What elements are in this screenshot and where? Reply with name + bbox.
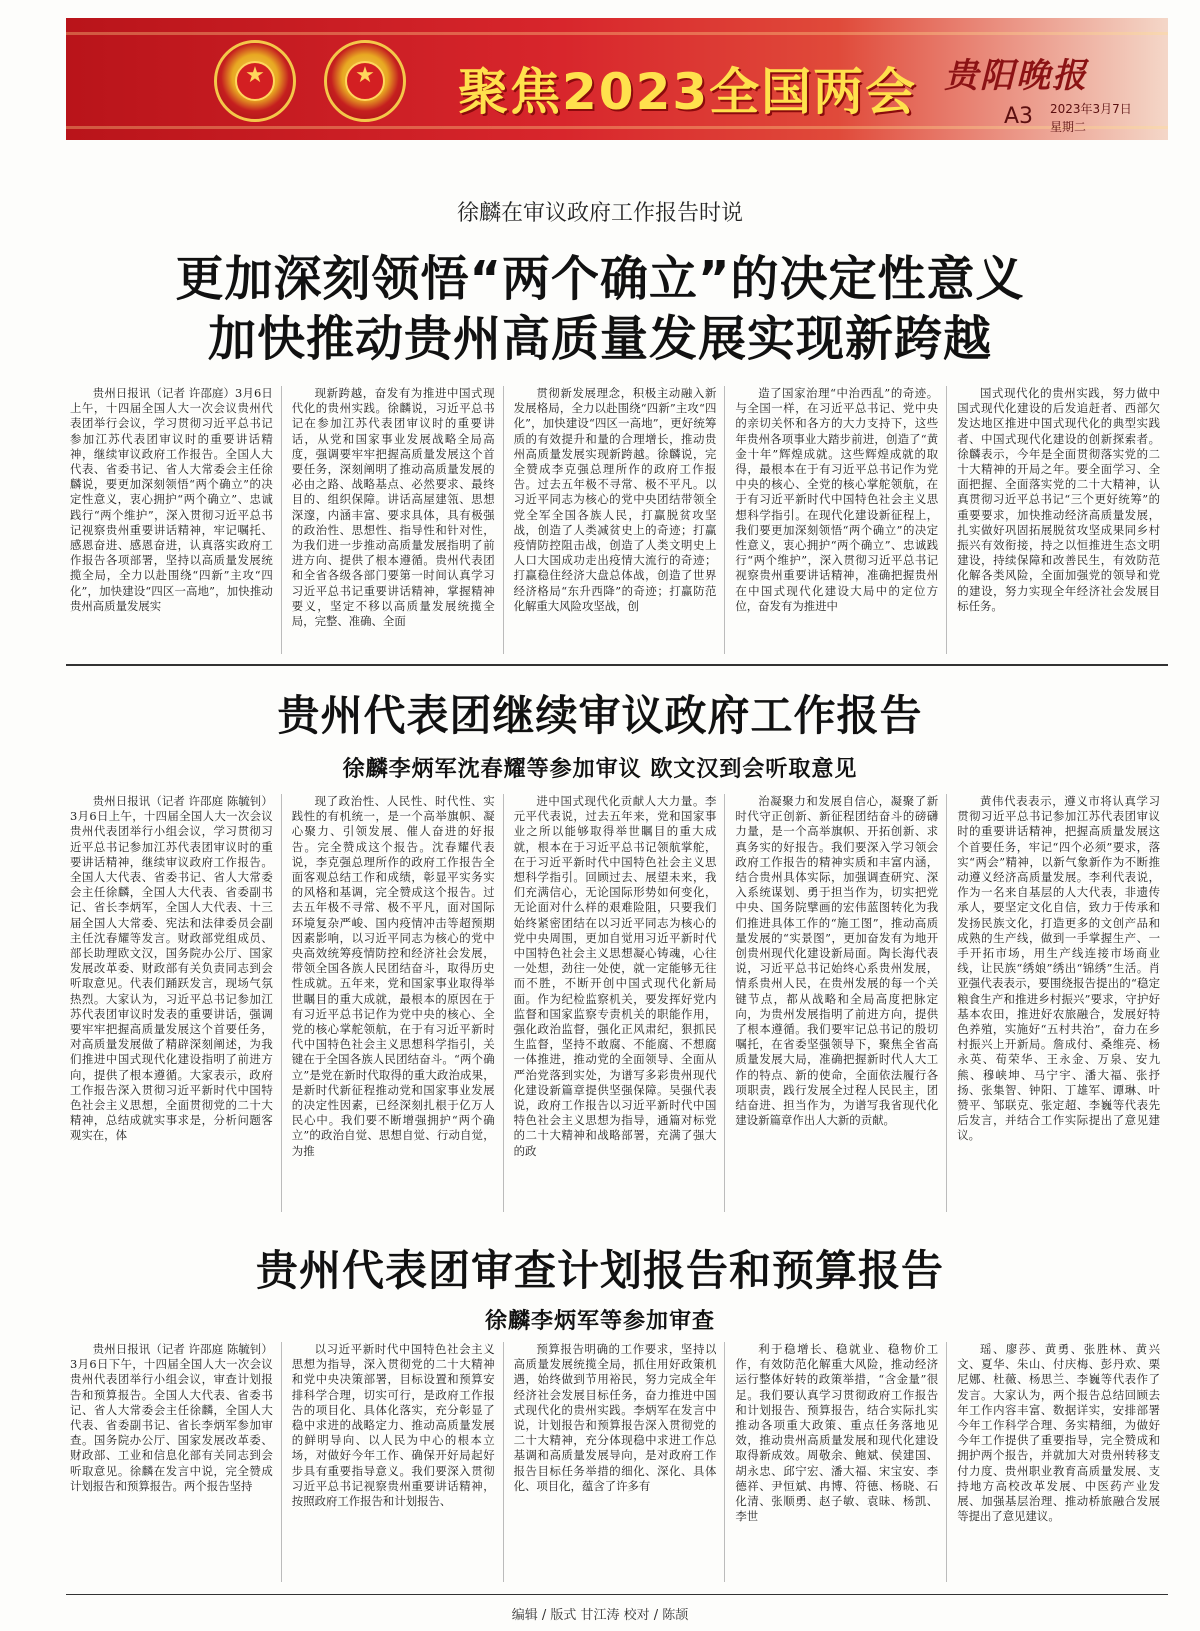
article3-column: 预算报告明确的工作要求，坚持以高质量发展统揽全局，抓住用好政策机遇，始终做到节用裕民，努力完成全年经济社会发展目标任务，奋力推进中国式现代化的贵州实践。李炳军在发言中说，计划报告和预算报告深入贯彻党的二十大精神，充分体现稳中求进工作总基调和高质量发展导向，是对政府工作报告目标任务举措的细化、深化、具体化、项目化，蕴含了许多有	[514, 1342, 726, 1582]
article2-subhead: 徐麟李炳军沈春耀等参加审议 欧文汉到会听取意见	[342, 757, 858, 782]
article2-column: 贵州日报讯（记者 许邵庭 陈毓钊）3月6日上午，十四届全国人大一次会议贵州代表团举行小组会议，学习贯彻习近平总书记参加江苏代表团审议时的重要讲话精神，继续审议政府工作报告。全国人大代表、省委书记、省人大常委会主任徐麟，全国人大代表、省委副书记、省长李炳军，全国人大代表、十三届全国人大常委、宪法和法律委员会副主任沈春耀等发言。财政部党组成员、部长助理欧文汉，国务院办公厅、国家发展改革委、财政部有关负责同志到会听取意见。代表们踊跃发言，现场气氛热烈。大家认为，习近平总书记参加江苏代表团审议时发表的重要讲话，强调要牢牢把握高质量发展这个首要任务，对高质量发展做了精辟深刻阐述，为我们推进中国式现代化建设指明了前进方向，提供了根本遵循。大家表示，政府工作报告深入贯彻习近平新时代中国特色社会主义思想，全面贯彻党的二十大精神，总结成就实事求是，分析问题客观实在，体	[70, 794, 282, 1212]
article2-column: 黄伟代表表示，遵义市将认真学习贯彻习近平总书记参加江苏代表团审议时的重要讲话精神，把握高质量发展这个首要任务，牢记“四个必须”要求，落实“两会”精神，以新气象新作为不断推动遵义经济高质量发展。李利代表说，作为一名来自基层的人大代表，非遗传承人，要坚定文化自信，致力于传承和发扬民族文化，打造更多的文创产品和成熟的生产线，做到一手掌握生产、一手开拓市场，用生产线连接市场商业线，让民族“绣娘”绣出“锦绣”生活。肖亚强代表表示，要围绕报告提出的“稳定粮食生产和推进乡村振兴”要求，守护好基本农田，推进好农旅融合，发展好特色养殖，实施好“五村共治”，奋力在乡村振兴上开新局。詹成付、桑维亮、杨永英、荀荣华、王永金、万泉、安九熊、穆峡坤、马宁宇、潘大福、张抒扬、张集智、钟阳、丁雄军、谭琳、叶赞平、邹联克、张定超、李巍等代表先后发言，并结合工作实际提出了意见建议。	[957, 794, 1160, 1143]
star-icon: ★	[355, 63, 375, 88]
star-icon: ★	[245, 63, 265, 88]
page-number: A3	[1004, 104, 1034, 129]
national-emblem-icon	[214, 40, 296, 122]
article3-column: 以习近平新时代中国特色社会主义思想为指导，深入贯彻党的二十大精神和党中央决策部署，目标设置和预算安排科学合理，切实可行，是政府工作报告的项目化、具体化落实，充分彰显了稳中求进的战略定力、推动高质量发展的鲜明导向、以人民为中心的根本立场，对做好今年工作、确保开好局起好步具有重要指导意义。我们要深入贯彻习近平总书记视察贵州重要讲话精神，按照政府工作报告和计划报告、	[292, 1342, 504, 1582]
article2-column: 进中国式现代化贡献人大力量。李元平代表说，过去五年来，党和国家事业之所以能够取得举世瞩目的重大成就，根本在于习近平总书记领航掌舵，在于习近平新时代中国特色社会主义思想科学指引。回顾过去、展望未来，我们充满信心，无论国际形势如何变化，无论面对什么样的艰难险阻，只要我们始终紧密团结在以习近平同志为核心的党中央周围，更加自觉用习近平新时代中国特色社会主义思想凝心铸魂，心往一处想，劲往一处使，就一定能够无往而不胜，不断开创中国式现代化新局面。作为纪检监察机关，要发挥好党内监督和国家监察专责机关的职能作用，强化政治监督，强化正风肃纪，狠抓民生监督，坚持不敢腐、不能腐、不想腐一体推进，推动党的全面领导、全面从严治党落到实处，为谱写多彩贵州现代化建设新篇章提供坚强保障。吴强代表说，政府工作报告以习近平新时代中国特色社会主义思想为指导，通篇对标党的二十大精神和战略部署，充满了强大的政	[514, 794, 726, 1212]
banner-decoration	[66, 32, 1168, 35]
article3-headline: 贵州代表团审查计划报告和预算报告	[255, 1246, 944, 1295]
article1-kicker: 徐麟在审议政府工作报告时说	[456, 201, 743, 226]
article3-column: 贵州日报讯（记者 许邵庭 陈毓钊）3月6日下午，十四届全国人大一次会议贵州代表团举行小组会议，审查计划报告和预算报告。全国人大代表、省委书记、省人大常委会主任徐麟，全国人大代表、省委副书记、省长李炳军参加审查。国务院办公厅、国家发展改革委、财政部、工业和信息化部有关同志到会听取意见。徐麟在发言中说，完全赞成计划报告和预算报告。两个报告坚持	[70, 1342, 282, 1582]
article1-column: 贵州日报讯（记者 许邵庭）3月6日上午，十四届全国人大一次会议贵州代表团举行会议，学习贯彻习近平总书记参加江苏代表团审议时的重要讲话精神，继续审议政府工作报告。全国人大代表、省委书记、省人大常委会主任徐麟说，要更加深刻领悟“两个确立”的决定性意义，衷心拥护“两个确立”、忠诚践行“两个维护”，深入贯彻习近平总书记视察贵州重要讲话精神，牢记嘱托、感恩奋进、感恩奋进，认真落实政府工作报告各项部署，坚持以高质量发展统揽全局，全力以赴围绕“四新”主攻“四化”，加快建设“四区一高地”，加快推动贵州高质量发展实	[70, 386, 282, 654]
page-credits: 编辑 / 版式 甘江涛 校对 / 陈颉	[511, 1608, 689, 1623]
article3-column: 瑶、廖莎、黄勇、张胜林、黄兴文、夏华、朱山、付庆梅、彭丹欢、栗尼娜、杜薇、杨思兰、李巍等代表作了发言。大家认为，两个报告总结回顾去年工作内容丰富、数据详实，安排部署今年工作科学合理、务实精细，为做好今年工作提供了重要指导，完全赞成和拥护两个报告，并就加大对贵州转移支付力度、贵州职业教育高质量发展、支持地方高校改革发展、中医药产业发展、加强基层治理、推动桥旅融合发展等提出了意见建议。	[957, 1342, 1160, 1524]
article3-body	[70, 1342, 1160, 1582]
section-divider	[66, 664, 1168, 666]
article1-headline-line2: 加快推动贵州高质量发展实现新跨越	[207, 311, 992, 367]
article1-column: 国式现代化的贵州实践，努力做中国式现代化建设的后发追赶者、西部欠发达地区推进中国式现代化的典型实践者、中国式现代化建设的创新探索者。徐麟表示，今年是全面贯彻落实党的二十大精神的开局之年。要全面学习、全面把握、全面落实党的二十大精神，认真贯彻习近平总书记“三个更好统筹”的重要要求，加快推动经济高质量发展，扎实做好巩固拓展脱贫攻坚成果同乡村振兴有效衔接，持之以恒推进生态文明建设，持续保障和改善民生，有效防范化解各类风险，全面加强党的领导和党的建设，努力实现全年经济社会发展目标任务。	[957, 386, 1160, 613]
issue-date-box	[1050, 100, 1132, 136]
article3-subhead: 徐麟李炳军等参加审查	[484, 1309, 715, 1334]
article1-column: 贯彻新发展理念，积极主动融入新发展格局，全力以赴围绕“四新”主攻“四化”，加快建设“四区一高地”，更好统筹质的有效提升和量的合理增长，推动贵州高质量发展实现新跨越。徐麟说，完全赞成李克强总理所作的政府工作报告。过去五年极不寻常、极不平凡。以习近平同志为核心的党中央团结带领全党全军全国各族人民，打赢脱贫攻坚战，创造了人类减贫史上的奇迹；打赢疫情防控阻击战，创造了人类文明史上人口大国成功走出疫情大流行的奇迹；打赢稳住经济大盘总体战，创造了世界经济格局“东升西降”的奇迹；打赢防范化解重大风险攻坚战，创	[514, 386, 726, 654]
article1-column: 造了国家治理“中治西乱”的奇迹。与全国一样，在习近平总书记、党中央的亲切关怀和各方的大力支持下，这些年贵州各项事业大踏步前进，创造了“黄金十年”辉煌成就。这些辉煌成就的取得，最根本在于有习近平总书记作为党中央的核心、全党的核心掌舵领航，在于有习近平新时代中国特色社会主义思想科学指引。在现代化建设新征程上，我们要更加深刻领悟“两个确立”的决定性意义，衷心拥护“两个确立”、忠诚践行“两个维护”，深入贯彻习近平总书记视察贵州重要讲话精神，准确把握贵州在中国式现代化建设大局中的定位方位，奋发有为推进中	[735, 386, 947, 654]
article2-column: 治凝聚力和发展自信心，凝聚了新时代守正创新、新征程团结奋斗的磅礴力量，是一个高举旗帜、开拓创新、求真务实的好报告。我们要深入学习领会政府工作报告的精神实质和丰富内涵，结合贵州具体实际，加强调查研究、深入系统谋划、勇于担当作为，切实把党中央、国务院擘画的宏伟蓝图转化为我们推进具体工作的“施工图”，推动高质量发展的“实景图”，更加奋发有为地开创贵州现代化建设新局面。陶长海代表说，习近平总书记始终心系贵州发展，情系贵州人民，在贵州发展的每一个关键节点，都从战略和全局高度把脉定向，为贵州发展指明了前进方向，提供了根本遵循。我们要牢记总书记的殷切嘱托，在省委坚强领导下，聚焦全省高质量发展大局，准确把握新时代人大工作的特点、新的使命，全面依法履行各项职责，践行发展全过程人民民主，团结奋进、担当作为，为谱写我省现代化建设新篇章作出人大新的贡献。	[735, 794, 947, 1212]
banner-title: 聚焦2023全国两会	[458, 63, 918, 121]
article2-headline: 贵州代表团继续审议政府工作报告	[277, 691, 923, 740]
article3-column: 利于稳增长、稳就业、稳物价工作，有效防范化解重大风险，推动经济运行整体好转的政策举措，“含金量”很足。我们要认真学习贯彻政府工作报告和计划报告、预算报告，结合实际扎实推动各项重大政策、重点任务落地见效，推动贵州高质量发展和现代化建设取得新成效。周敬余、鲍斌、侯建国、胡永忠、邱宁宏、潘大福、宋宝安、李德祥、尹恒斌、冉博、符德、杨晓、石化清、张顺勇、赵子敏、袁昧、杨凯、李世	[735, 1342, 947, 1582]
header-banner	[66, 18, 1168, 140]
article1-column: 现新跨越，奋发有为推进中国式现代化的贵州实践。徐麟说，习近平总书记在参加江苏代表团审议时的重要讲话，从党和国家事业发展战略全局高度，强调要牢牢把握高质量发展这个首要任务，深刻阐明了推动高质量发展的必由之路、战略基点、必然要求、最终目的、组织保障。讲话高屋建瓴、思想深邃，内涵丰富、要求具体，具有极强的政治性、思想性、指导性和针对性，为我们进一步推动高质量发展指明了前进方向、提供了根本遵循。贵州代表团和全省各级各部门要第一时间认真学习习近平总书记重要讲话精神，掌握精神要义，坚定不移以高质量发展统揽全局，完整、准确、全面	[292, 386, 504, 654]
article1-headline-line1: 更加深刻领悟“两个确立”的决定性意义	[175, 251, 1025, 307]
banner-decoration	[66, 126, 1168, 129]
footer-divider	[66, 1594, 1168, 1595]
article2-column: 现了政治性、人民性、时代性、实践性的有机统一，是一个高举旗帜、凝心聚力、引领发展、催人奋进的好报告。完全赞成这个报告。沈春耀代表说，李克强总理所作的政府工作报告全面客观总结工作和成绩，彰显平实务实的风格和基调，完全赞成这个报告。过去五年极不寻常、极不平凡，面对国际环境复杂严峻、国内疫情冲击等超预期因素影响，以习近平同志为核心的党中央高效统筹疫情防控和经济社会发展，带领全国各族人民团结奋斗，取得历史性成就。五年来，党和国家事业取得举世瞩目的重大成就，最根本的原因在于有习近平总书记作为党中央的核心、全党的核心掌舵领航，在于有习近平新时代中国特色社会主义思想科学指引，关键在于全国各族人民团结奋斗。“两个确立”是党在新时代取得的重大政治成果，是新时代新征程推动党和国家事业发展的决定性因素，已经深刻扎根于亿万人民心中。我们要不断增强拥护“两个确立”的政治自觉、思想自觉、行动自觉，为推	[292, 794, 504, 1212]
article1-body	[70, 386, 1160, 654]
masthead-logo: 贵阳晚报	[944, 56, 1088, 96]
cppcc-emblem-icon	[324, 40, 406, 122]
issue-weekday: 星期二	[1050, 120, 1087, 134]
article2-body	[70, 794, 1160, 1212]
issue-date: 2023年3月7日	[1050, 102, 1132, 116]
